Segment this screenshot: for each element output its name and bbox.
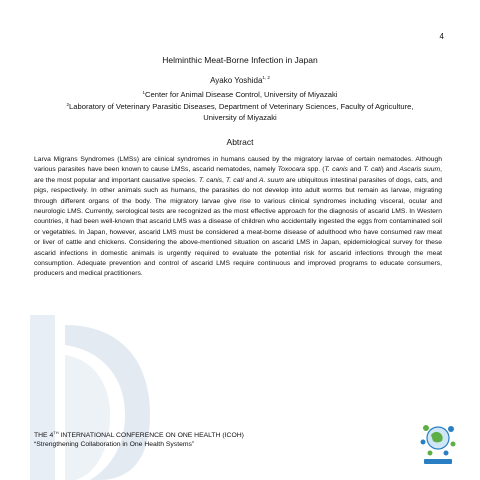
abstract-text-2b: and bbox=[347, 166, 364, 174]
affiliation-1-sup: 1 bbox=[142, 90, 146, 95]
affiliation-2-sup: 2 bbox=[66, 102, 70, 107]
abstract-italic-asuum: A. suum bbox=[259, 176, 284, 184]
affiliation-1-text: Center for Animal Disease Control, University of Miyazaki bbox=[145, 90, 338, 99]
page-number: 4 bbox=[439, 32, 444, 41]
affiliation-2-text: Laboratory of Veterinary Parasitic Diseases, Department of Veterinary Sciences, Faculty of Agriculture, bbox=[69, 102, 414, 111]
footer-line-2: “Strengthening Collaboration in One Health Systems” bbox=[34, 441, 195, 448]
paper-title: Helminthic Meat-Borne Infection in Japan bbox=[162, 55, 318, 65]
abstract-italic-tcati: T. cati bbox=[363, 166, 382, 174]
abstract-text-2c: ) and bbox=[381, 166, 400, 174]
affiliation-2 bbox=[0, 99, 480, 123]
footer bbox=[34, 428, 244, 449]
footer-line-1-a: THE 4 bbox=[34, 432, 54, 439]
icoh-logo-icon bbox=[418, 420, 458, 466]
author-line bbox=[0, 75, 480, 85]
affiliation-2-text-line2: University of Miyazaki bbox=[203, 113, 277, 122]
abstract-body bbox=[34, 155, 442, 280]
abstract-italic-tcanis-2: T. canis bbox=[198, 176, 222, 184]
author-sup: 1, 2 bbox=[262, 75, 270, 80]
abstract-heading: Abtract bbox=[226, 137, 254, 147]
abstract-italic-ascaris: Ascaris suum bbox=[399, 166, 441, 174]
author-name: Ayako Yoshida bbox=[210, 76, 263, 85]
watermark-graphic bbox=[0, 315, 160, 480]
abstract-text-2: spp. ( bbox=[305, 166, 325, 174]
abstract-text-1: Larva Migrans Syndromes (LMSs) are clinical syndromes in humans caused by the migratory larvae of certain nematodes. Although various parasites have been known to cause LMSs, ascarid nematodes, namely bbox=[34, 156, 442, 174]
abstract-italic-tcati-2: T. cati bbox=[225, 176, 244, 184]
footer-line-1-b: INTERNATIONAL CONFERENCE ON ONE HEALTH (ICOH) bbox=[58, 432, 244, 439]
abstract-italic-tcanis: T. canis bbox=[324, 166, 348, 174]
abstract-text-2f: and bbox=[243, 176, 259, 184]
abstract-italic-toxocara: Toxocara bbox=[277, 166, 306, 174]
abstract-text-3: are ubiquitous intestinal parasites of dogs, cats, and pigs, respectively. In other animals such as humans, the parasites do not develop into adult worms but remain as larvae, migrating through different organs of the body. The migratory larvae give rise to various clinical syndromes including visceral, ocular and neurologic LMS. Currently, serological tests are recognized as the most effective approach for the diagnosis of ascarid LMS. In Western countries, it had been well-known that ascarid LMS was a disease of children who accidentally ingested the eggs from contaminated soil or vegetables. In Japan, however, ascarid LMS must be considered a meat-borne disease of adulthood who have consumed raw meat or liver of cattle and chickens. Considering the above-mentioned situation on ascarid LMS in Japan, epidemiological survey for these ascarid infections in domestic animals is urgently required to evaluate the potential risk for ascarid infections through the meat consumption. Adequate prevention and control of ascarid LMS require continuous and improved programs to educate consumers, producers and medical practitioners. bbox=[34, 176, 442, 278]
abstract-text-2d: , are the most popular and important causative species. bbox=[34, 166, 443, 184]
abstract-text-2e: , bbox=[222, 176, 226, 184]
footer-line-1 bbox=[34, 428, 244, 440]
footer-line-1-sup: TH bbox=[53, 430, 59, 435]
